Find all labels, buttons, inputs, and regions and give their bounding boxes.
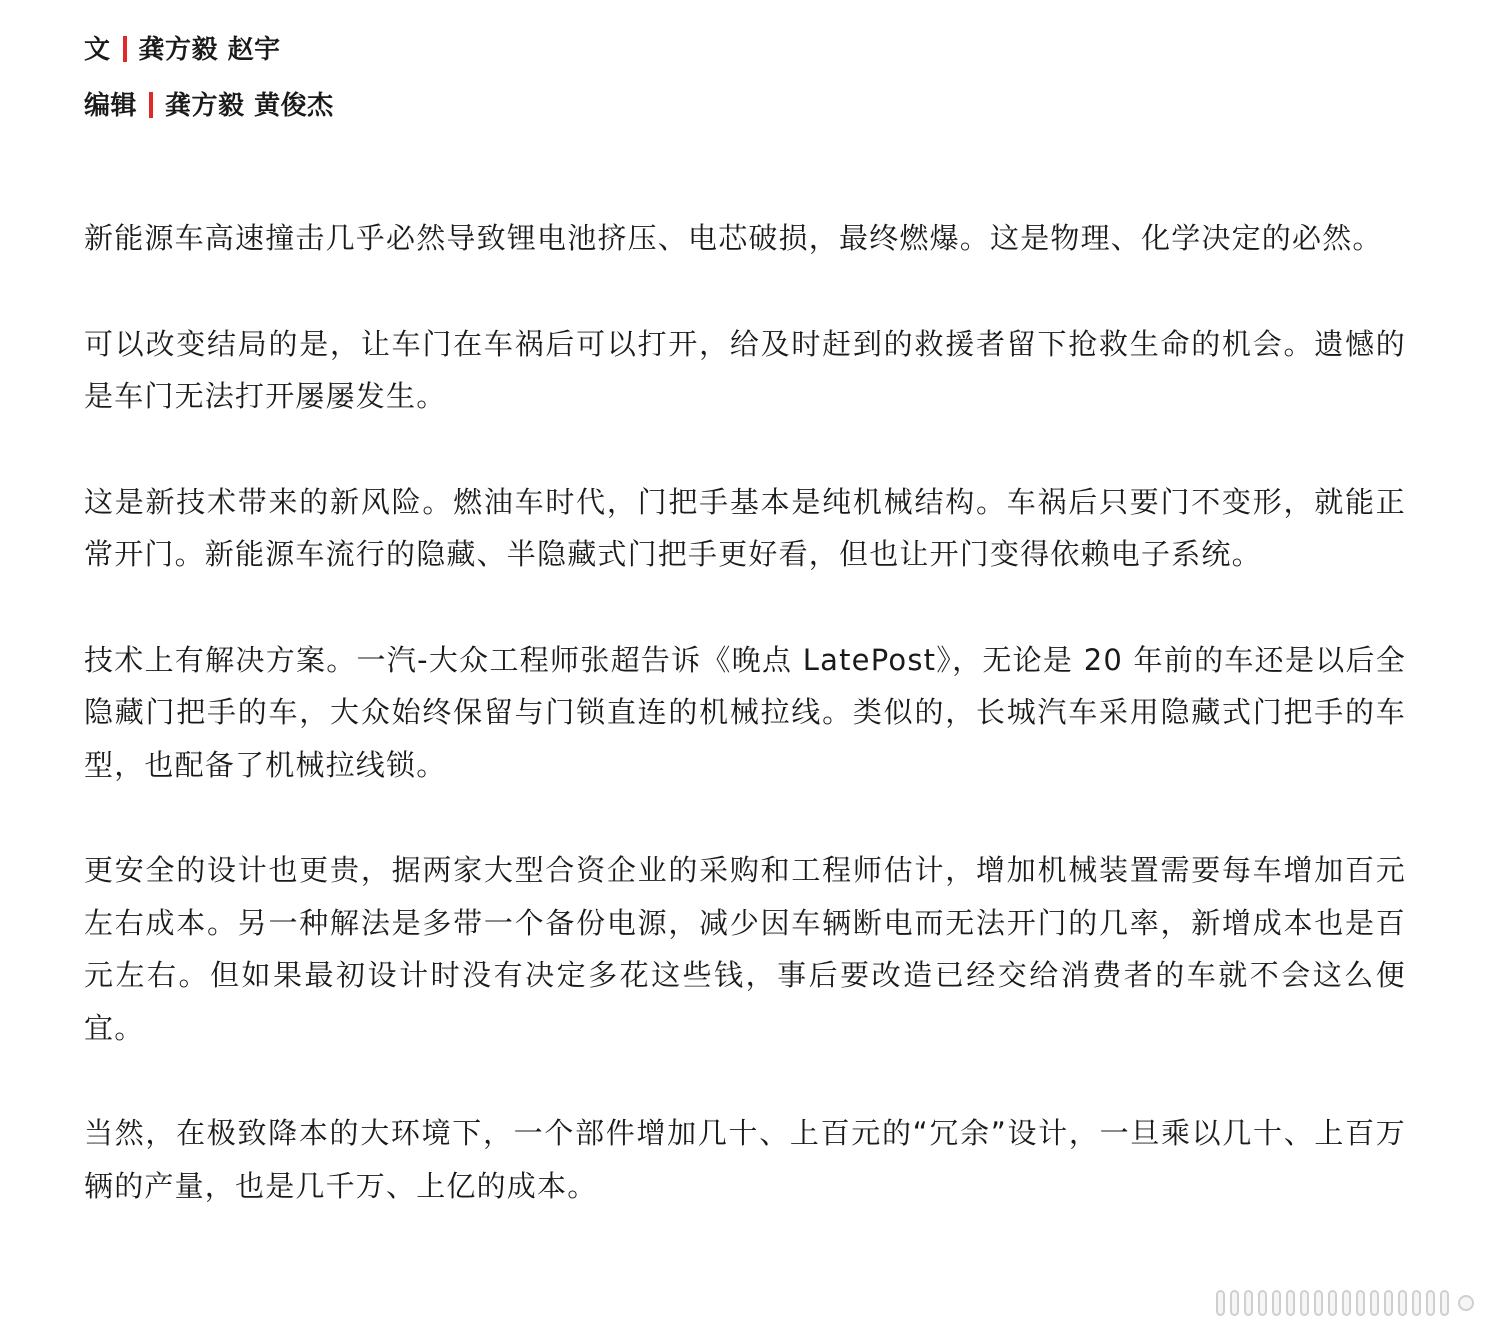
watermark-bar <box>1286 1290 1295 1316</box>
paragraph-5: 更安全的设计也更贵，据两家大型合资企业的采购和工程师估计，增加机械装置需要每车增加百元左右成本。另一种解法是多带一个备份电源，减少因车辆断电而无法开门的几率，新增成本也是百元左右。但如果最初设计时没有决定多花这些钱，事后要改造已经交给消费者的车就不会这么便宜。 <box>84 853 1406 1045</box>
image-strip-watermark-icon <box>1216 1288 1474 1318</box>
byline-editor <box>84 86 334 126</box>
watermark-bar <box>1328 1290 1337 1316</box>
watermark-bar <box>1398 1290 1407 1316</box>
watermark-bar <box>1384 1290 1393 1316</box>
byline-editor-names: 龚方毅 黄俊杰 <box>165 91 334 121</box>
watermark-bar <box>1440 1290 1449 1316</box>
paragraph-2: 可以改变结局的是，让车门在车祸后可以打开，给及时赶到的救援者留下抢救生命的机会。遗憾的是车门无法打开屡屡发生。 <box>84 326 1406 413</box>
watermark-bar <box>1356 1290 1365 1316</box>
watermark-bar <box>1258 1290 1267 1316</box>
paragraph-3: 这是新技术带来的新风险。燃油车时代，门把手基本是纯机械结构。车祸后只要门不变形，就能正常开门。新能源车流行的隐藏、半隐藏式门把手更好看，但也让开门变得依赖电子系统。 <box>84 484 1406 571</box>
watermark-bar <box>1230 1290 1239 1316</box>
watermark-dot <box>1458 1295 1474 1311</box>
watermark-bar <box>1426 1290 1435 1316</box>
paragraph-4: 技术上有解决方案。一汽-大众工程师张超告诉《晚点 LatePost》，无论是 20 年前的车还是以后全隐藏门把手的车，大众始终保留与门锁直连的机械拉线。类似的，长城汽车采用隐藏式门把手的车型，也配备了机械拉线锁。 <box>84 642 1406 782</box>
watermark-bar <box>1314 1290 1323 1316</box>
byline-separator <box>123 36 127 62</box>
paragraph-6: 当然，在极致降本的大环境下，一个部件增加几十、上百元的“冗余”设计，一旦乘以几十、上百万辆的产量，也是几千万、上亿的成本。 <box>84 1116 1406 1203</box>
article-body <box>84 212 1406 1212</box>
byline-separator <box>149 92 153 118</box>
watermark-bar <box>1370 1290 1379 1316</box>
byline-author-label: 文 <box>84 35 111 65</box>
watermark-bar <box>1216 1290 1225 1316</box>
byline-author <box>84 30 281 70</box>
byline-editor-label: 编辑 <box>84 91 138 121</box>
watermark-bar <box>1342 1290 1351 1316</box>
byline-author-names: 龚方毅 赵宇 <box>138 35 281 65</box>
watermark-bar <box>1412 1290 1421 1316</box>
paragraph-1: 新能源车高速撞击几乎必然导致锂电池挤压、电芯破损，最终燃爆。这是物理、化学决定的必然。 <box>84 221 1383 255</box>
watermark-bar <box>1272 1290 1281 1316</box>
watermark-bar <box>1244 1290 1253 1316</box>
watermark-bar <box>1300 1290 1309 1316</box>
